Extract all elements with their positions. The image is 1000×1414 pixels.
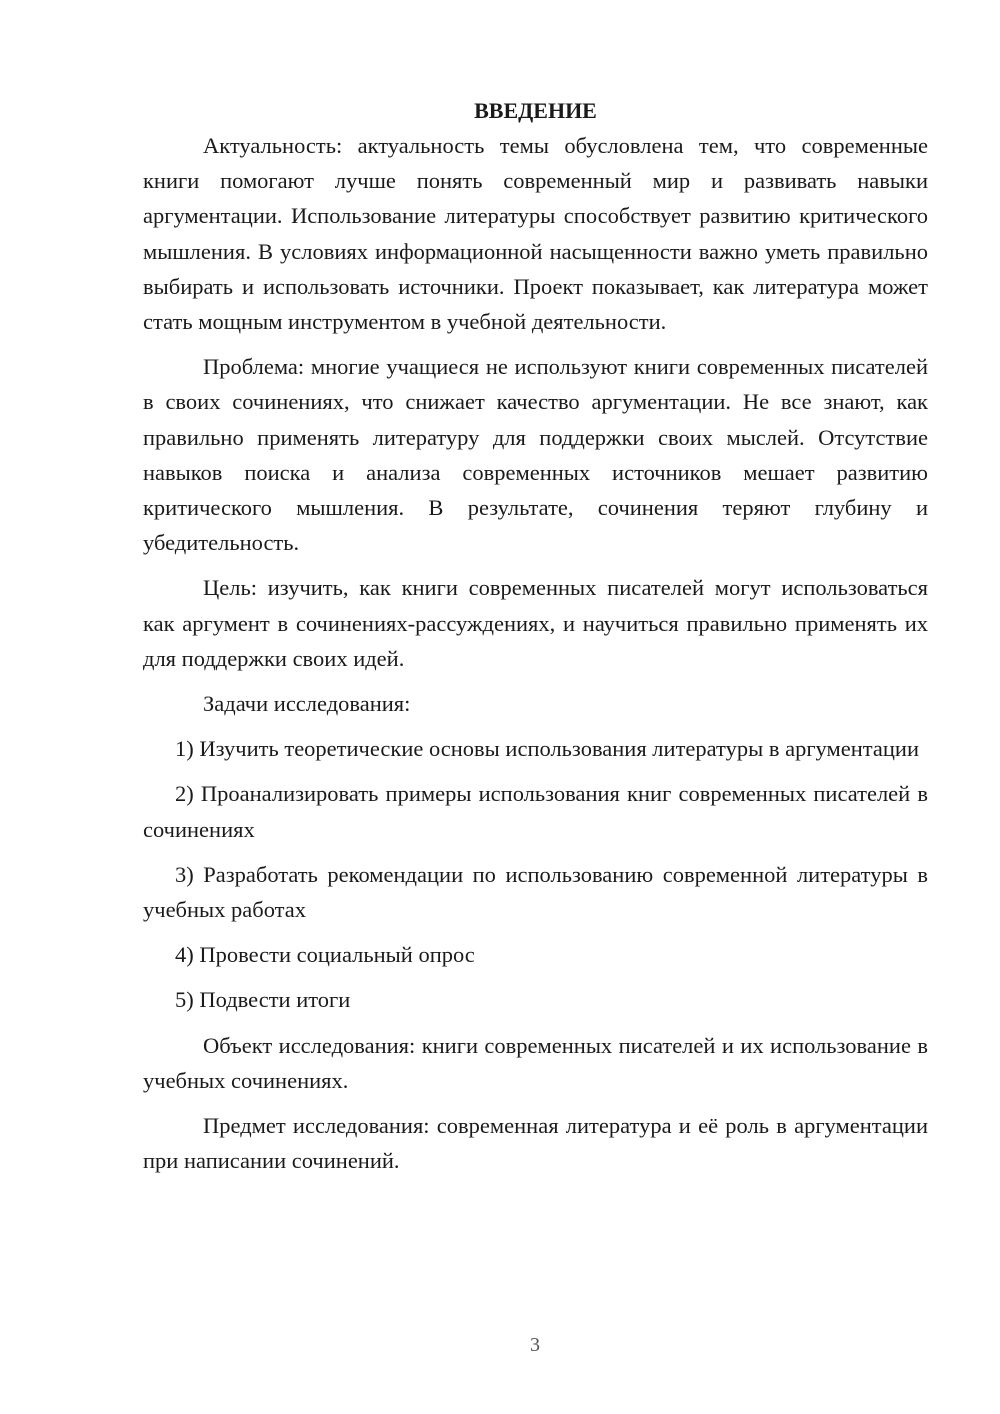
task-item-2: 2) Проанализировать примеры использования книг современных писателей в сочинениях: [143, 781, 928, 842]
tasks-heading: Задачи исследования:: [203, 691, 411, 717]
task-item-4: 4) Провести социальный опрос: [175, 942, 475, 968]
task-item-5: 5) Подвести итоги: [175, 987, 351, 1013]
document-page: [143, 96, 928, 1178]
paragraph-subject: Предмет исследования: современная литература и её роль в аргументации при написании сочинений.: [143, 1113, 928, 1174]
task-item-1: 1) Изучить теоретические основы использования литературы в аргументации: [175, 736, 919, 762]
task-item-3: 3) Разработать рекомендации по использованию современной литературы в учебных работах: [143, 861, 928, 923]
paragraph-problem: Проблема: многие учащиеся не используют книги современных писателей в своих сочинениях, что снижает качество аргументации. Не все знают, как правильно применять литературу для поддержки своих мыслей. Отсутствие навыков поиска и анализа современных источников мешает развитию критического мышления. В результате, сочинения теряют глубину и убедительность.: [143, 354, 928, 556]
paragraph-goal: Цель: изучить, как книги современных писателей могут использоваться как аргумент в сочинениях-рассуждениях, и научиться правильно применять их для поддержки своих идей.: [143, 575, 928, 671]
paragraph-object: Объект исследования: книги современных писателей и их использование в учебных сочинениях.: [143, 1032, 928, 1093]
page-number: 3: [530, 1334, 540, 1356]
paragraph-relevance: Актуальность: актуальность темы обусловлена тем, что современные книги помогают лучше понять современный мир и развивать навыки аргументации. Использование литературы способствует развитию критического мышления. В условиях информационной насыщенности важно уметь правильно выбирать и использовать источники. Проект показывает, как литература может стать мощным инструментом в учебной деятельности.: [143, 133, 928, 335]
page-title: ВВЕДЕНИЕ: [474, 98, 597, 123]
